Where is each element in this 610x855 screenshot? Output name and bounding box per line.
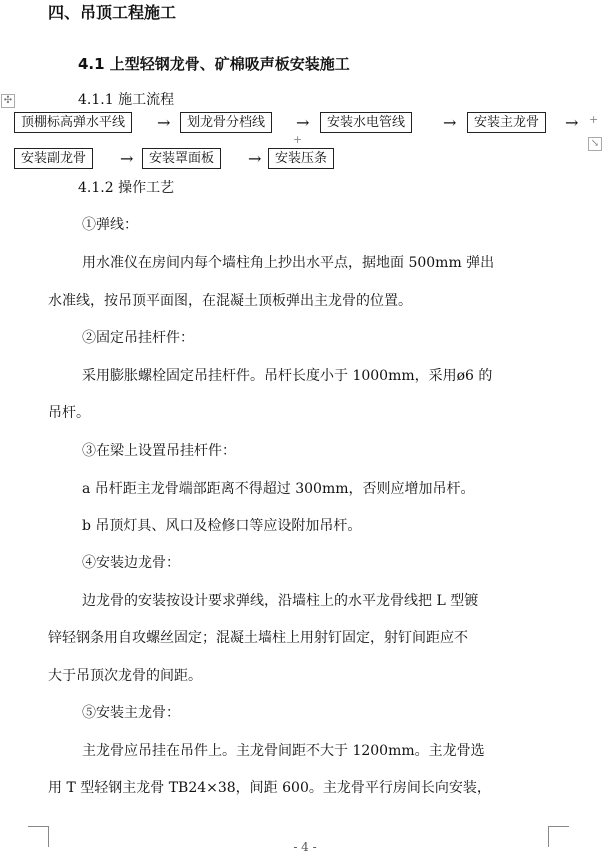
flow-step-3: 安装水电管线 (320, 112, 412, 133)
paragraph-line: 用 T 型轻钢主龙骨 TB24×38，间距 600。主龙骨平行房间长向安装， (48, 780, 491, 796)
paragraph-line: 边龙骨的安装按设计要求弹线，沿墙柱上的水平龙骨线把 L 型镀 (82, 593, 479, 609)
table-resize-handle-icon[interactable]: ↘ (588, 137, 602, 151)
flow-arrow-icon: → (565, 113, 579, 132)
subsubsection-heading-flow: 4.1.1 施工流程 (78, 92, 175, 108)
section-heading: 四、吊顶工程施工 (48, 3, 177, 22)
paragraph-line: 用水准仪在房间内每个墙柱角上抄出水平点，据地面 500mm 弹出 (82, 255, 495, 271)
subsubsection-heading-process: 4.1.2 操作工艺 (78, 180, 175, 196)
paragraph-line: 水准线，按吊顶平面图，在混凝土顶板弹出主龙骨的位置。 (48, 293, 412, 309)
flow-arrow-icon: → (443, 113, 457, 132)
paragraph-line: 采用膨胀螺栓固定吊挂杆件。吊杆长度小于 1000mm，采用ø6 的 (82, 368, 493, 384)
flow-arrow-icon: → (120, 149, 134, 168)
flow-step-2: 划龙骨分档线 (180, 112, 272, 133)
paragraph-line: ⑤安装主龙骨： (82, 705, 180, 721)
paragraph-line: ①弹线： (82, 217, 138, 233)
subsection-heading: 4.1 上型轻钢龙骨、矿棉吸声板安装施工 (78, 55, 350, 73)
paragraph-line: 主龙骨应吊挂在吊件上。主龙骨间距不大于 1200mm。主龙骨选 (82, 743, 485, 759)
flow-step-5: 安装副龙骨 (14, 148, 93, 169)
flow-arrow-icon: → (296, 113, 310, 132)
paragraph-line: 锌轻钢条用自攻螺丝固定；混凝土墙柱上用射钉固定，射钉间距应不 (48, 630, 468, 646)
flow-arrow-icon: → (248, 149, 262, 168)
add-column-icon[interactable]: + (589, 113, 599, 126)
paragraph-line: ④安装边龙骨： (82, 555, 180, 571)
table-move-handle-icon[interactable]: ✣ (1, 94, 15, 108)
flow-arrow-icon: → (157, 113, 171, 132)
flow-step-6: 安装罩面板 (142, 148, 221, 169)
paragraph-line: ②固定吊挂杆件： (82, 330, 194, 346)
page-number: - 4 - (293, 840, 317, 854)
flow-step-4: 安装主龙骨 (467, 112, 546, 133)
paragraph-line: 吊杆。 (48, 405, 90, 421)
paragraph-line: b 吊顶灯具、风口及检修口等应设附加吊杆。 (82, 518, 362, 534)
flow-step-1: 顶棚标高弹水平线 (14, 112, 132, 133)
paragraph-line: a 吊杆距主龙骨端部距离不得超过 300mm，否则应增加吊杆。 (82, 481, 475, 497)
paragraph-line: ③在梁上设置吊挂杆件： (82, 443, 236, 459)
flow-step-7: 安装压条 (268, 148, 334, 169)
add-row-icon[interactable]: + (293, 133, 303, 146)
paragraph-line: 大于吊顶次龙骨的间距。 (48, 668, 202, 684)
